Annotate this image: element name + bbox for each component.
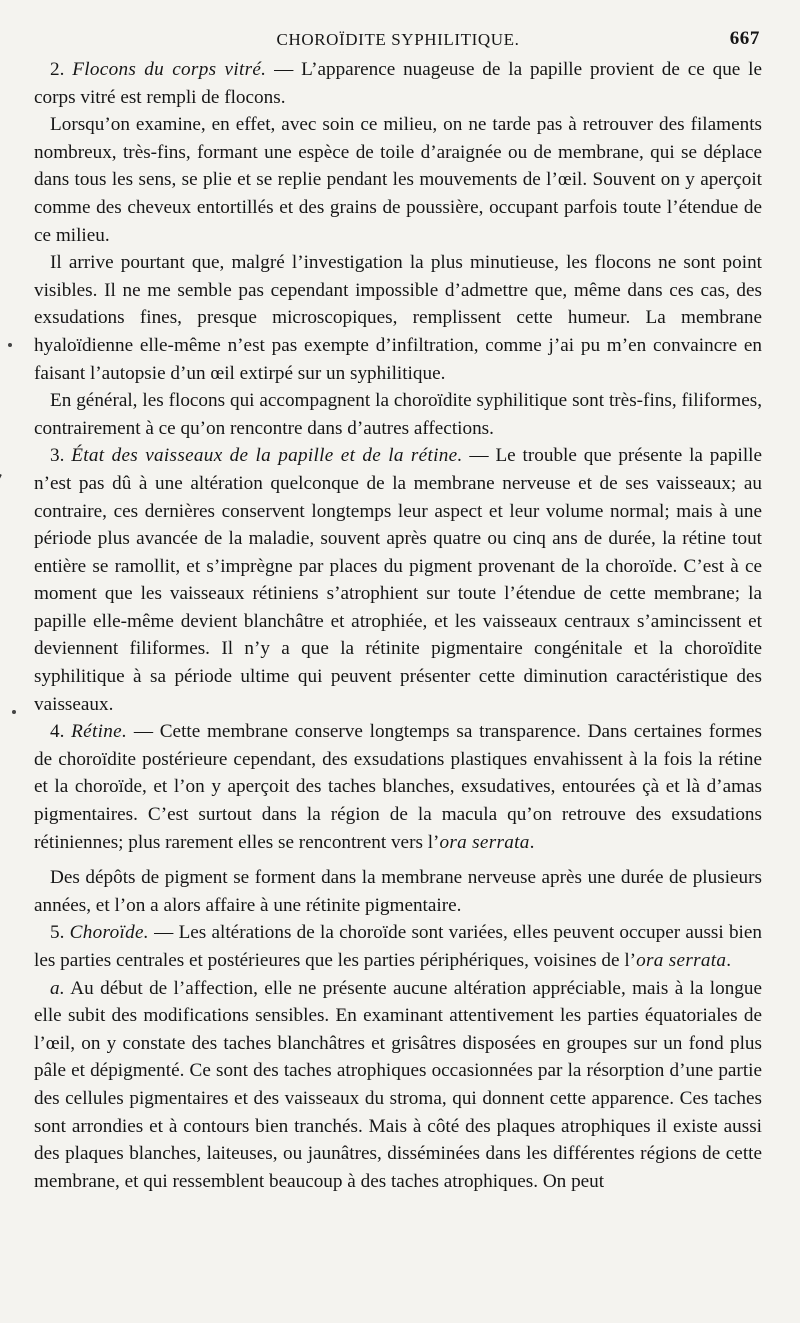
paragraph: Lorsqu’on examine, en effet, avec soin ce milieu, on ne tarde pas à retrouver des filaments nombreux, très-fins, formant une espèce de toile d’araignée ou de membrane, qui se déplace dans tous les sens, se plie et se replie pendant les mouvements de l’œil. Souvent on y aperçoit comme des cheveux entortillés et des grains de poussière, occupant parfois toute l’étendue de ce milieu. bbox=[34, 114, 762, 246]
paragraph: a. Au début de l’affection, elle ne présente aucune altération appréciable, mais à la longue elle subit des modifications sensibles. En examinant attentivement les parties équatoriales de l’œil, on y constate des taches blanchâtres et grisâtres disposées en groupes sur un fond plus pâle et dépigmenté. Ce sont des taches atrophiques occasionnées par la résorption d’une partie des cellules pigmentaires et des vaisseaux du stroma, qui donnent cette apparence. Ces taches sont arrondies et à contours bien tranchés. Mais à côté des plaques atrophiques il existe aussi des plaques blanches, laiteuses, ou jaunâtres, disséminées dans les différentes régions de cette membrane, et qui ressemblent beaucoup à des taches atrophiques. On peut bbox=[34, 977, 762, 1192]
paragraph: 5. Choroïde. — Les altérations de la choroïde sont variées, elles peuvent occuper aussi bien les parties centrales et postérieures que les parties périphériques, voisines de l’ora serrata. bbox=[34, 922, 762, 971]
running-title: CHOROÏDITE SYPHILITIQUE. bbox=[276, 30, 520, 49]
paragraph: Des dépôts de pigment se forment dans la membrane nerveuse après une durée de plusieurs années, et l’on a alors affaire à une rétinite pigmentaire. bbox=[34, 867, 762, 916]
paragraph: 4. Rétine. — Cette membrane conserve longtemps sa transparence. Dans certaines formes de choroïdite postérieure cependant, des exsudations plastiques envahissent à la fois la rétine et la choroïde, et l’on y aperçoit des taches blanches, exsudatives, entourées çà et là d’amas pigmentaires. C’est surtout dans la région de la macula qu’on retrouve des exsudations rétiniennes; plus rarement elles se rencontrent vers l’ora serrata. bbox=[34, 721, 763, 853]
body-text bbox=[34, 56, 762, 1195]
paragraph: En général, les flocons qui accompagnent la choroïdite syphilitique sont très-fins, filiformes, contrairement à ce qu’on rencontre dans d’autres affections. bbox=[34, 390, 762, 439]
page-number: 667 bbox=[729, 28, 760, 49]
margin-dot-mark bbox=[8, 343, 12, 347]
paragraph: Il arrive pourtant que, malgré l’investigation la plus minutieuse, les flocons ne sont point visibles. Il ne me semble pas cependant impossible d’admettre que, même dans ces cas, des exsudations fines, presque microscopiques, remplissent cette humeur. La membrane hyaloïdienne elle-même n’est pas exempte d’infiltration, comme j’ai pu m’en convaincre en faisant l’autopsie d’un œil extirpé sur un syphilitique. bbox=[34, 252, 762, 384]
paragraph: 3. État des vaisseaux de la papille et de la rétine. — Le trouble que présente la papille n’est pas dû à une altération quelconque de la membrane nerveuse et de ses vaisseaux; au contraire, ces dernières conservent longtemps leur aspect et leur volume normal; mais à une période plus avancée de la maladie, souvent après quatre ou cinq ans de durée, la rétine tout entière se ramollit, et s’imprègne par places du pigment provenant de la choroïde. C’est à ce moment que les vaisseaux rétiniens s’atrophient sur toute l’étendue de cette membrane; la papille elle-même devient blanchâtre et atrophiée, et les vaisseaux centraux s’amincissent et deviennent filiformes. Il n’y a que la rétinite pigmentaire congénitale et la choroïdite syphilitique à sa période ultime qui peuvent présenter cette diminution caractéristique des vaisseaux. bbox=[34, 445, 763, 715]
paragraph: 2. Flocons du corps vitré. — L’apparence nuageuse de la papille provient de ce que le corps vitré est rempli de flocons. bbox=[34, 59, 762, 108]
margin-dot-mark bbox=[12, 710, 16, 714]
margin-pencil-mark bbox=[0, 474, 2, 518]
page-header bbox=[34, 26, 762, 56]
